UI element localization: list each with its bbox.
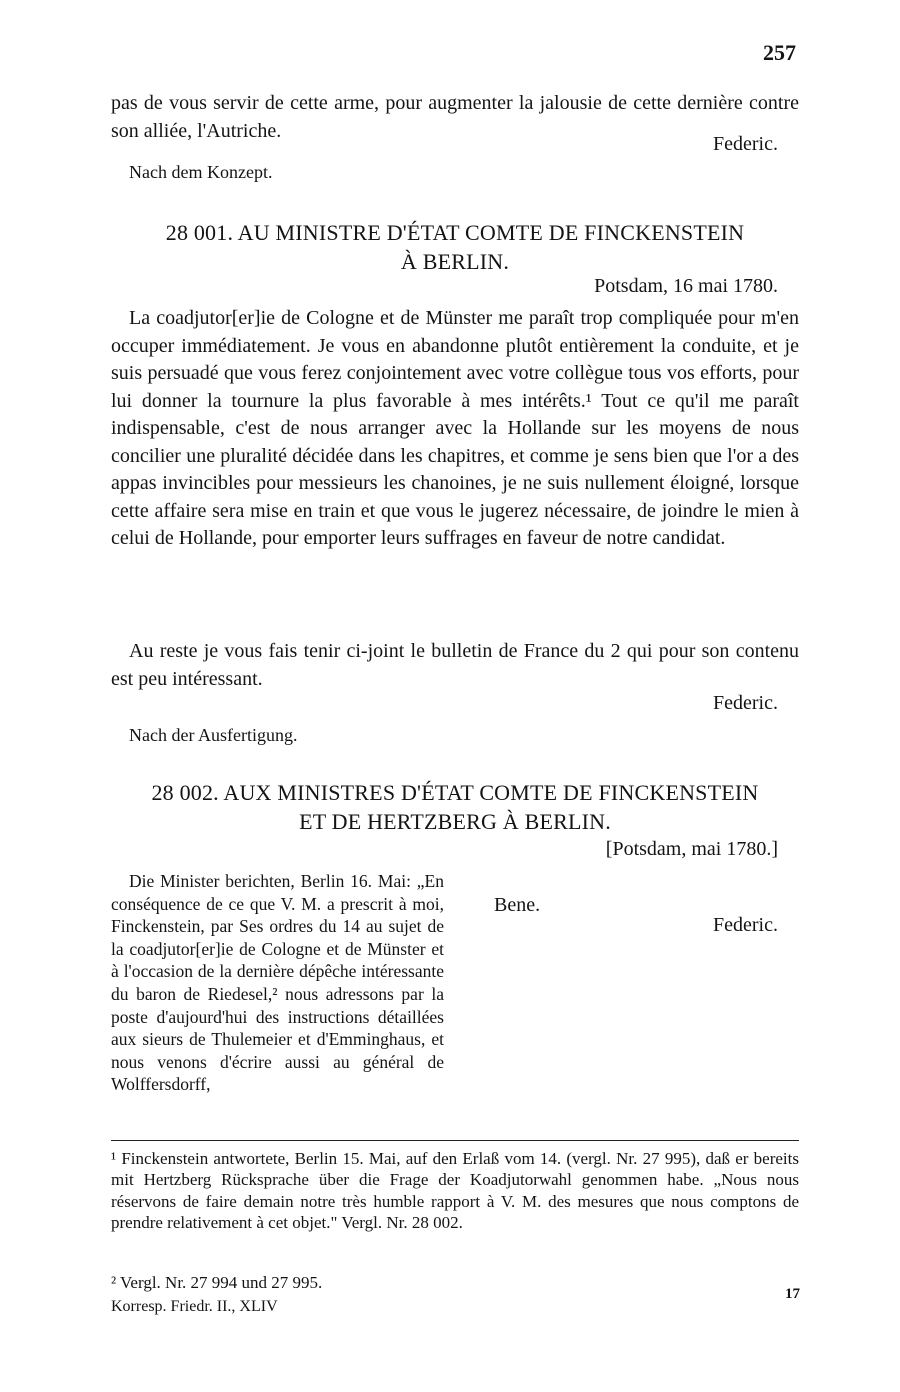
letter-28002-heading bbox=[90, 778, 820, 836]
footnote-1: ¹ Finckenstein antwortete, Berlin 15. Mai, auf den Erlaß vom 14. (vergl. Nr. 27 995), daß er bereits mit Hertzberg Rücksprache über die Frage der Koadjutorwahl genommen habe. „Nous nous réservons de faire demain notre très humble rapport à V. M. des mesures que nous comptons de prendre relativement à cet objet." Vergl. Nr. 28 002. bbox=[111, 1149, 799, 1233]
footnote-2: ² Vergl. Nr. 27 994 und 27 995. bbox=[111, 1273, 323, 1292]
letter-28002-dateline: [Potsdam, mai 1780.] bbox=[605, 838, 778, 860]
letter-28001-signature: Federic. bbox=[713, 692, 778, 714]
letter-28002-reply: Bene. bbox=[494, 894, 541, 916]
signature-mark: 17 bbox=[785, 1286, 800, 1302]
letter-28001-paragraph-2: Au reste je vous fais tenir ci-joint le bulletin de France du 2 qui pour son contenu est peu intéressant. bbox=[111, 640, 799, 690]
continuation-source-note: Nach dem Konzept. bbox=[129, 162, 273, 182]
page-number: 257 bbox=[763, 40, 796, 65]
footnote-divider bbox=[111, 1140, 799, 1141]
footer-source: Korresp. Friedr. II., XLIV bbox=[111, 1298, 278, 1315]
letter-28002-heading-line1: 28 002. AUX MINISTRES D'ÉTAT COMTE DE FINCKENSTEIN bbox=[151, 780, 759, 805]
letter-28001-heading bbox=[100, 218, 810, 276]
letter-28001-heading-line2: À BERLIN. bbox=[400, 249, 510, 274]
continuation-signature: Federic. bbox=[713, 133, 778, 155]
letter-28001-paragraph-1: La coadjutor[er]ie de Cologne et de Münster me paraît trop compliquée pour m'en occuper immédiatement. Je vous en abandonne plutôt entièrement la conduite, et je suis persuadé que vous ferez conjointement avec votre collègue tous vos efforts, pour lui donner la tournure la plus favorable à mes intérêts.¹ Tout ce qu'il me paraît indispensable, c'est de nous arranger avec la Hollande sur les moyens de nous concilier une pluralité décidée dans les chapitres, et comme je sens bien que l'or a des appas invincibles pour messieurs les chanoines, je ne suis nullement éloigné, lorsque cette affaire sera mise en train et que vous le jugerez nécessaire, de joindre le mien à celui de Hollande, pour emporter leurs suffrages en faveur de notre candidat. bbox=[111, 307, 799, 549]
letter-28001-heading-line1: 28 001. AU MINISTRE D'ÉTAT COMTE DE FINCKENSTEIN bbox=[165, 220, 745, 245]
letter-28001-source-note: Nach der Ausfertigung. bbox=[129, 725, 298, 745]
letter-28002-report: Die Minister berichten, Berlin 16. Mai: „En conséquence de ce que V. M. a prescrit à moi, Finckenstein, par Ses ordres du 14 au sujet de la coadjutor[er]ie de Cologne et de Münster et à l'occasion de la dernière dépêche intéressante du baron de Riedesel,² nous adressons par la poste d'aujourd'hui des instructions détaillées aux sieurs de Thulemeier et d'Emminghaus, et nous venons d'écrire aussi au général de Wolffersdorff, bbox=[111, 871, 444, 1095]
letter-28002-signature: Federic. bbox=[713, 914, 778, 936]
letter-28002-heading-line2: ET DE HERTZBERG À BERLIN. bbox=[299, 809, 611, 834]
letter-28001-dateline: Potsdam, 16 mai 1780. bbox=[594, 275, 778, 297]
continuation-text: pas de vous servir de cette arme, pour augmenter la jalousie de cette dernière contre son alliée, l'Autriche. bbox=[111, 92, 799, 142]
